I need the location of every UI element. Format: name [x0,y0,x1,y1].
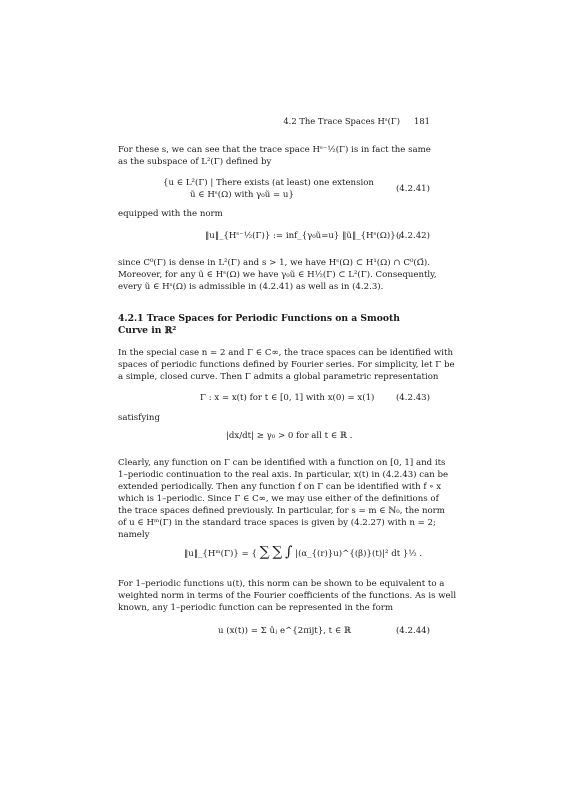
equation-4-2-41-line2: ũ ∈ Hˢ(Ω) with γ₀ũ = u} [190,190,294,200]
equation-number: (4.2.42) [395,231,430,241]
text-line: every ũ ∈ Hˢ(Ω) is admissible in (4.2.41) as well as in (4.2.3). [118,282,384,292]
text-line: For 1–periodic functions u(t), this norm can be shown to be equivalent to a [118,579,445,589]
equation-4-2-43: Γ : x = x(t) for t ∈ [0, 1] with x(0) = x(1) [200,393,375,403]
subsection-heading-line2: Curve in ℝ² [118,325,177,336]
integral-symbol: ∫ [285,544,293,560]
text-line: as the subspace of L²(Γ) defined by [118,157,272,167]
sum-symbol: ∑ [259,544,270,560]
text-line: weighted norm in terms of the Fourier coefficients of the functions. As is well [118,591,457,601]
text-line: In the special case n = 2 and Γ ∈ C∞, the trace spaces can be identified with [118,348,454,358]
equation-4-2-42: ‖u‖_{Hˢ⁻½(Γ)} := inf_{γ₀ũ=u} ‖ũ‖_{Hˢ(Ω)} ; [205,231,402,241]
equation-norm-hm [184,544,422,560]
text-line: 1–periodic continuation to the real axis. In particular, x(t) in (4.2.43) can be [118,470,449,480]
subsection-heading-line1: 4.2.1 Trace Spaces for Periodic Functions on a Smooth [118,313,400,324]
equation-rhs: |(α_{(r)}u)^{(β)}(t)|² dt }½ . [295,549,423,559]
text-line: since C⁰(Γ) is dense in L²(Γ) and s > 1, we have Hˢ(Ω) ⊂ H¹(Ω) ∩ C⁰(Ω̄). [118,258,430,268]
text-line: spaces of periodic functions defined by Fourier series. For simplicity, let Γ be [118,360,455,370]
equation-number: (4.2.41) [395,184,430,194]
text-line: equipped with the norm [118,209,223,219]
text-line: For these s, we can see that the trace space Hˢ⁻½(Γ) is in fact the same [118,145,431,155]
text-line: known, any 1–periodic function can be represented in the form [118,603,394,613]
running-header [118,116,430,130]
text-line: Moreover, for any ũ ∈ Hˢ(Ω) we have γ₀ũ ∈ H½(Γ) ⊂ L²(Γ). Consequently, [118,270,437,280]
text-line: namely [118,530,150,540]
text-line: the trace spaces defined previously. In particular, for s = m ∈ ℕ₀, the norm [118,506,445,516]
text-line: which is 1–periodic. Since Γ ∈ C∞, we may use either of the definitions of [118,494,439,504]
equation-4-2-41-line1: {u ∈ L²(Γ) | There exists (at least) one extension [163,178,374,188]
text-line: a simple, closed curve. Then Γ admits a global parametric representation [118,372,439,382]
equation-derivative-bound: |dx/dt| ≥ γ₀ > 0 for all t ∈ ℝ . [226,431,353,441]
sum-symbol: ∑ [272,544,283,560]
equation-number: (4.2.43) [395,393,430,403]
section-title: 4.2 The Trace Spaces Hˢ(Γ) [283,116,400,126]
text-line: Clearly, any function on Γ can be identified with a function on [0, 1] and its [118,458,446,468]
equation-lhs: ‖u‖_{Hᵐ(Γ)} = { [184,549,257,559]
page-number: 181 [414,116,430,126]
text-line: of u ∈ Hᵐ(Γ) in the standard trace spaces is given by (4.2.27) with n = 2; [118,518,436,528]
text-line: satisfying [118,413,160,423]
equation-number: (4.2.44) [395,626,430,636]
equation-4-2-44: u (x(t)) = Σ ûⱼ e^{2πijt}, t ∈ ℝ [218,626,352,636]
text-line: extended periodically. Then any function f on Γ can be identified with f ∘ x [118,482,442,492]
